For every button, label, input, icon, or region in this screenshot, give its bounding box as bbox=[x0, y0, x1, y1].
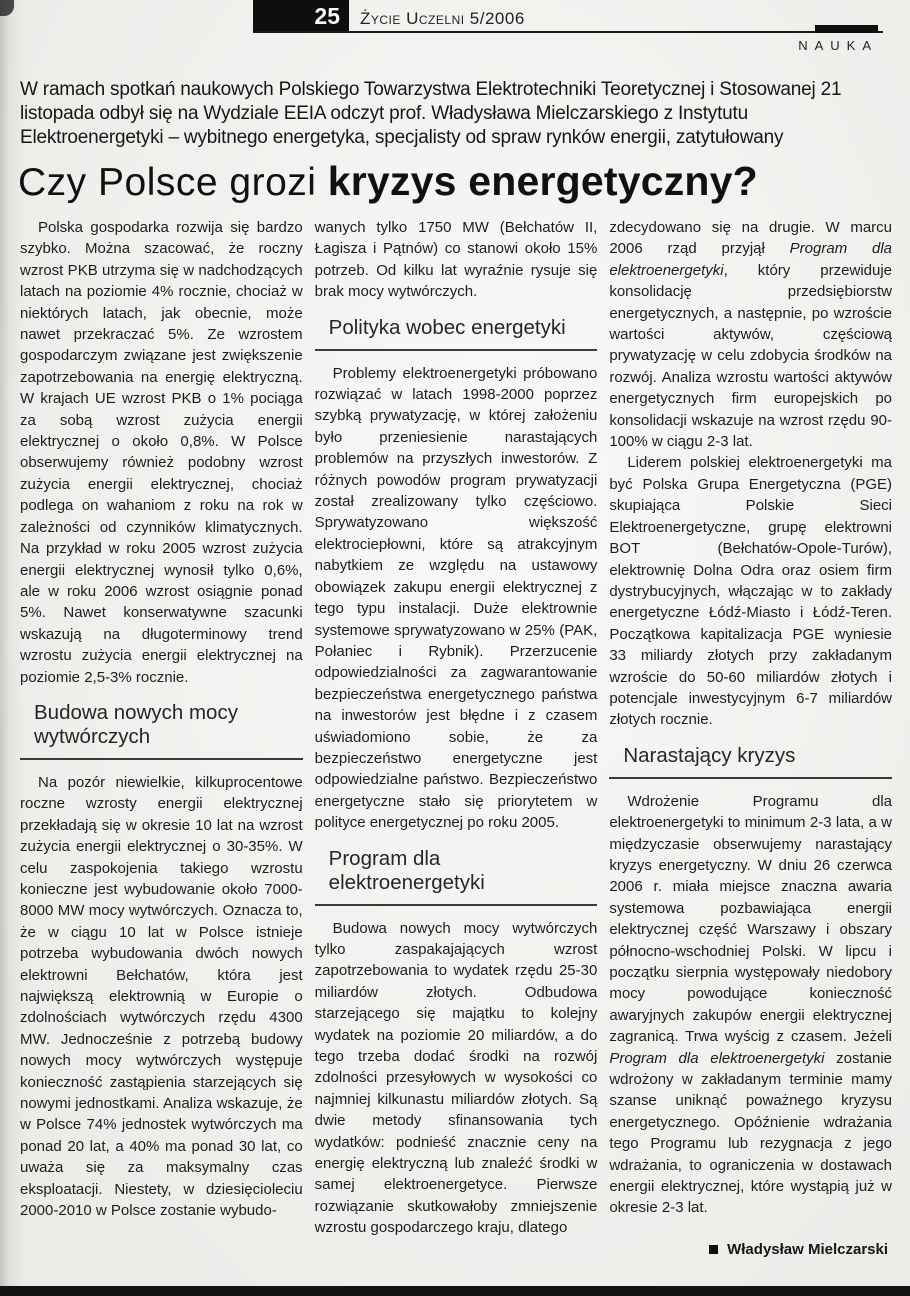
body-paragraph: Wdrożenie Programu dla elektroenergetyki to minimum 2-3 lata, a w międzyczasie obserwujemy narastający kryzys energetyczny. W dniu 26 czerwca 2006 r. miała miejsce znaczna awaria systemowa pozbawiająca energii elektrycznej część Warszawy i obszary północno-wschodniej Polski. W lipcu i początku sierpnia występowały niedobory mocy powodujące konieczność awaryjnych zakupów energii elektrycznej zagranicą. Trwa wyścig z czasem. Jeżeli Program dla elektroenergetyki zostanie wdrożony w zakładanym terminie mamy szanse uniknąć poważnego kryzysu energetycznego. Opóźnienie wdrażania tego Programu lub rezygnacja z jego wdrażania, to ograniczenia w dostawach energii elektrycznej, które wystąpią już w okresie 2-3 lat. bbox=[609, 792, 892, 1217]
scan-artifact bbox=[0, 0, 14, 16]
body-paragraph: Problemy elektroenergetyki próbowano rozwiązać w latach 1998-2000 poprzez szybką prywatyzację, w której założeniu było przeniesienie narastających problemów na przyszłych inwestorów. Z różnych powodów program prywatyzacji został zrealizowany tylko częściowo. Sprywatyzowano większość elektrociepłowni, które są atrakcyjnym nabytkiem ze względu na ustawowy obowiązek zakupu energii elektrycznej z tego typu instalacji. Duże elektrownie systemowe sprywatyzowano w 25% (PAK, Połaniec i Rybnik). Przerzucenie odpowiedzialności za zagwarantowanie bezpieczeństwa energetycznego państwa na inwestorów jest błędne i z czasem uświadomiono sobie, że za bezpieczeństwo energetyczne jest odpowiedzialne państwo. Bezpieczeństwo energetyczne stało się priorytetem w polityce energetycznej po roku 2005. bbox=[314, 364, 598, 832]
page-number-box bbox=[253, 0, 349, 33]
body-paragraph: zdecydowano się na drugie. W marcu 2006 rząd przyjął Program dla elektroenergetyki, który przewiduje konsolidację przedsiębiorstw energetycznych, a następnie, po wzroście wartości aktywów, częściową prywatyzację w celu zdobycia środków na rozwój. Analiza wzrostu wartości aktywów energetycznych firm europejskich po konsolidacji wskazuje na wzrost rzędu 90-100% w ciągu 2-3 lat. bbox=[609, 219, 892, 451]
body-paragraph: Polska gospodarka rozwija się bardzo szybko. Można szacować, że roczny wzrost PKB utrzyma się w nadchodzących latach na poziomie 4% rocznie, chociaż w niektórych latach, jak obecnie, może nawet przekraczać 5%. Ze wzrostem gospodarczym związane jest zwiększenie zapotrzebowania na energię elektryczną. W krajach UE wzrost PKB o 1% pociąga za sobą wzrost zużycia energii elektrycznej o około 0,8%. W Polsce obserwujemy również podobny wzrost zużycia energii elektrycznej, chociaż podlega on wahaniom z roku na rok w zależności od czynników klimatycznych. Na przykład w roku 2005 wzrost zużycia energii elektrycznej wynosił tylko 0,6%, ale w roku 2006 wzrost osiągnie ponad 5%. Nawet konserwatywne szacunki wskazują na długoterminowy trend wzrostu zużycia energii elektrycznej na poziomie 2,5-3% rocznie. bbox=[20, 219, 303, 686]
section-bar bbox=[815, 25, 878, 33]
byline-author: Władysław Mielczarski bbox=[727, 1240, 889, 1258]
article-column-2 bbox=[315, 217, 598, 1275]
section-heading: Program dla elektroenergetyki bbox=[315, 847, 598, 906]
article-column-1 bbox=[20, 217, 303, 1275]
article-columns bbox=[20, 217, 892, 1275]
page-number: 25 bbox=[314, 3, 340, 29]
section-heading: Polityka wobec energetyki bbox=[315, 316, 598, 351]
header-rule bbox=[253, 31, 883, 33]
body-paragraph: Liderem polskiej elektroenergetyki ma być Polska Grupa Energetyczna (PGE) skupiająca Polskie Sieci Elektroenergetyczne, grupę elektrowni BOT (Bełchatów-Opole-Turów), elektrownię Dolna Odra oraz osiem firm dystrybucyjnych, włączając w to zakłady energetyczne Łódź-Miasto i Łódź-Teren. Początkowa kapitalizacja PGE wyniesie 33 miliardy złotych przy zakładanym wzroście do 50-60 miliardów złotych i potencjale inwestycyjnym 6-7 miliardów złotych rocznie. bbox=[609, 454, 892, 729]
byline bbox=[609, 1241, 892, 1258]
title-regular: Czy Polsce grozi bbox=[18, 161, 328, 204]
footer-bar bbox=[0, 1286, 910, 1296]
lead-paragraph: W ramach spotkań naukowych Polskiego Towarzystwa Elektrotechniki Teoretycznej i Stosowanej 21 listopada odbył się na Wydziale EEIA odczyt prof. Władysława Mielczarskiego z Instytutu Elektroenergetyki – wybitnego energetyka, specjalisty od spraw rynków energii, zatytułowany bbox=[20, 79, 842, 148]
article-column-3 bbox=[609, 217, 892, 1275]
body-paragraph: Na pozór niewielkie, kilkuprocentowe roczne wzrosty energii elektrycznej przekładają się w okresie 10 lat na wzrost zużycia energii elektrycznej o 30-35%. W celu zaspokojenia takiego wzrostu konieczne jest wybudowanie około 7000-8000 MW mocy wytwórczych. Oznacza to, że w ciągu 10 lat w Polsce istnieje potrzeba wybudowania dwóch nowych elektrowni Bełchatów, która jest największą elektrownią w Europie o zdolnościach wytwórczych rzędu 4300 MW. Jednocześnie z potrzebą budowy nowych mocy wytwórczych występuje konieczność zastąpienia starzejących się nowymi jednostkami. Analiza wskazuje, że w Polsce 74% jednostek wytwórczych ma ponad 20 lat, a 40% ma ponad 30 lat, co uważa się za maksymalny czas eksploatacji. Niestety, w dziesięcioleciu 2000-2010 w Polsce zostanie wybudo- bbox=[20, 773, 303, 1220]
byline-square-icon bbox=[709, 1245, 718, 1254]
journal-title: Życie Uczelni 5/2006 bbox=[360, 9, 525, 28]
section-heading: Narastający kryzys bbox=[609, 744, 892, 779]
section-heading: Budowa nowych mocy wytwórczych bbox=[20, 701, 303, 760]
body-paragraph: Budowa nowych mocy wytwórczych tylko zaspakajających wzrost zapotrzebowania to wydatek rzędu 25-30 miliardów złotych. Odbudowa starzejącego się majątku to kolejny wydatek na poziomie 20 miliardów, a do tego trzeba dodać środki na rozwój zdolności przesyłowych w wysokości co najmniej kilkunastu miliardów złotych. Są dwie metody sfinansowania tych wydatków: podnieść znacznie ceny na energię elektryczną lub znaleźć środki w samej elektroenergetyce. Pierwsze rozwiązanie skutkowałoby zmniejszenie wzrostu gospodarczego kraju, dlatego bbox=[314, 919, 598, 1237]
section-label: NAUKA bbox=[798, 38, 878, 53]
body-paragraph: wanych tylko 1750 MW (Bełchatów II, Łagisza i Pątnów) co stanowi około 15% potrzeb. Od kilku lat wyraźnie rysuje się brak mocy wytwórczych. bbox=[314, 219, 598, 301]
article-title bbox=[18, 158, 898, 205]
title-bold: kryzys energetyczny? bbox=[327, 158, 758, 204]
